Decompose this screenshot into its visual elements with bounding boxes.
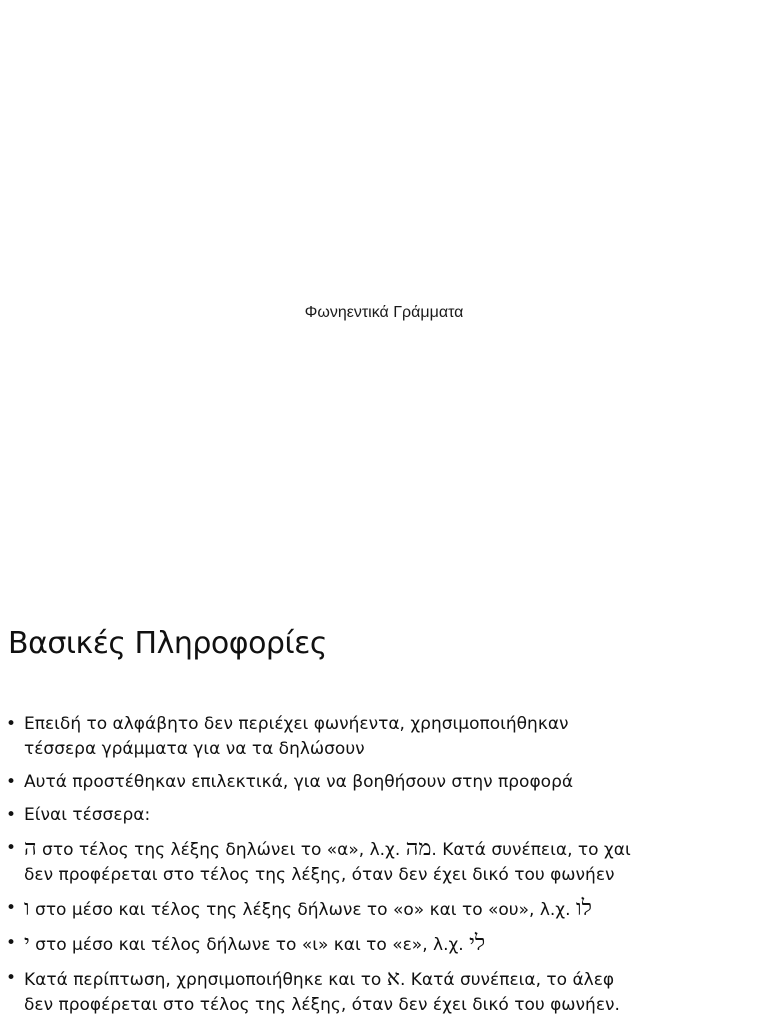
- bullet-text: στο μέσο και τέλος δήλωνε το «ι» και το «ε», λ.χ.: [29, 935, 470, 955]
- bullet-icon: •: [6, 933, 17, 953]
- bullet-text: Κατά περίπτωση, χρησιμοποιήθηκε και το: [24, 970, 387, 990]
- bullet-item: [6, 931, 706, 958]
- slide-title: Φωνηεντικά Γράμματα: [304, 304, 464, 321]
- bullet-item: [6, 966, 706, 1018]
- bullet-icon: •: [6, 968, 17, 988]
- slide-heading: Βασικές Πληροφορίες: [8, 626, 327, 661]
- bullet-text: στο τέλος της λέξης δηλώνει το «α», λ.χ.: [36, 840, 406, 860]
- bullet-item: [6, 803, 706, 828]
- bullet-icon: •: [6, 772, 17, 792]
- bullet-icon: •: [6, 714, 17, 734]
- hebrew-example: לי: [469, 931, 486, 956]
- bullet-item: [6, 896, 706, 923]
- bullet-text: στο μέσο και τέλος της λέξης δήλωνε το «ο» και το «ου», λ.χ.: [29, 900, 576, 920]
- bullet-text: δεν προφέρεται στο τέλος της λέξης, όταν δεν έχει δικό του φωνήεν.: [24, 995, 620, 1015]
- bullet-text: Αυτά προστέθηκαν επιλεκτικά, για να βοηθήσουν στην προφορά: [24, 772, 574, 792]
- bullet-item: [6, 836, 706, 888]
- hebrew-example: מה: [405, 836, 432, 861]
- hebrew-example: לו: [575, 896, 592, 921]
- bullet-icon: •: [6, 805, 17, 825]
- hebrew-letter: ו: [24, 896, 30, 921]
- hebrew-letter: י: [24, 931, 30, 956]
- content-slide: [0, 576, 768, 1024]
- bullet-icon: •: [6, 898, 17, 918]
- bullet-list: [6, 712, 706, 1026]
- bullet-item: [6, 712, 706, 762]
- bullet-item: [6, 770, 706, 795]
- hebrew-letter: א: [386, 966, 400, 991]
- bullet-text: τέσσερα γράμματα για να τα δηλώσουν: [24, 739, 365, 759]
- bullet-text: . Κατά συνέπεια, το χαι: [431, 840, 631, 860]
- bullet-text: Είναι τέσσερα:: [24, 805, 151, 825]
- hebrew-letter: ה: [24, 836, 37, 861]
- bullet-text: . Κατά συνέπεια, το άλεφ: [399, 970, 615, 990]
- bullet-text: δεν προφέρεται στο τέλος της λέξης, όταν δεν έχει δικό του φωνήεν: [24, 865, 615, 885]
- bullet-icon: •: [6, 838, 17, 858]
- bullet-text: Επειδή το αλφάβητο δεν περιέχει φωνήεντα, χρησιμοποιήθηκαν: [24, 714, 569, 734]
